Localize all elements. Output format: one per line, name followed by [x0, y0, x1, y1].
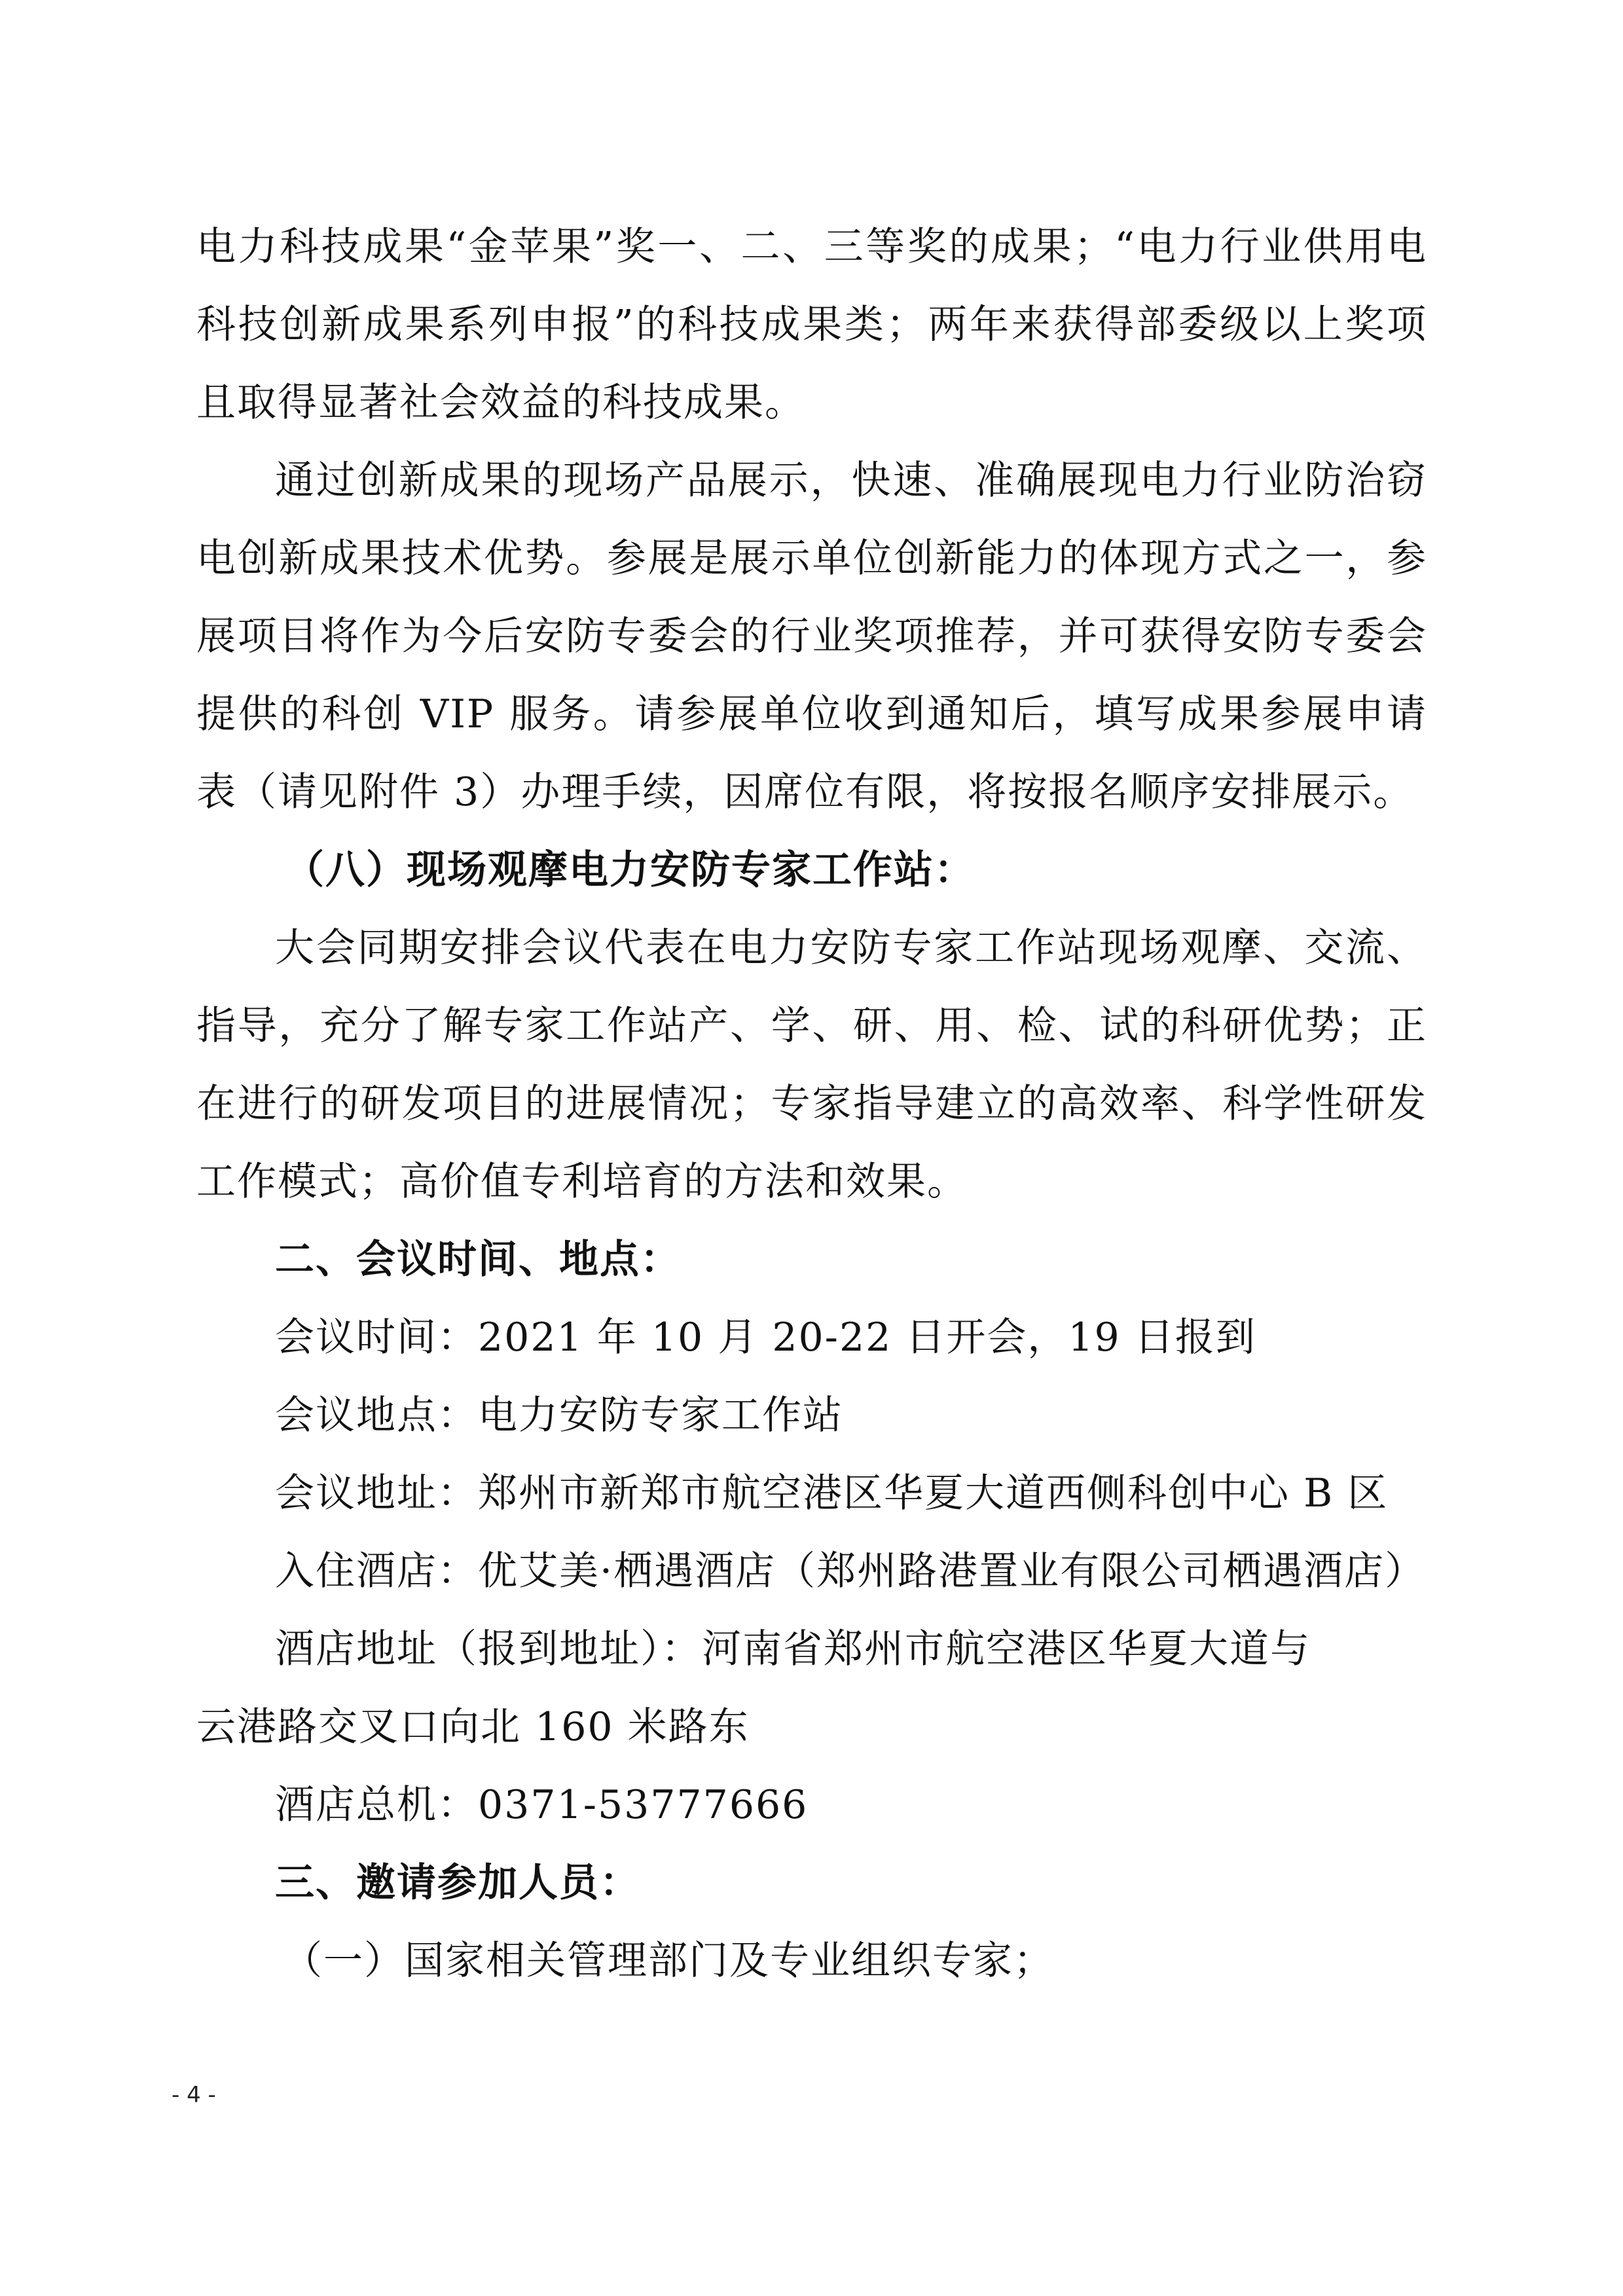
- meeting-time: 会议时间：2021 年 10 月 20-22 日开会，19 日报到: [275, 1315, 1256, 1360]
- paragraph-award-criteria: 电力科技成果“金苹果”奖一、二、三等奖的成果；“电力行业供用电科技创新成果系列申报”的科技成果类；两年来获得部委级以上奖项且取得显著社会效益的科技成果。: [196, 224, 1427, 426]
- hotel-name: 入住酒店：优艾美·栖遇酒店（郑州路港置业有限公司栖遇酒店）: [275, 1548, 1426, 1594]
- heading-expert-station-visit: （八）现场观摩电力安防专家工作站：: [285, 847, 975, 893]
- page-number: - 4 -: [172, 2082, 216, 2108]
- invited-item-1: （一）国家相关管理部门及专业组织专家；: [283, 1938, 1054, 1984]
- heading-meeting-time-place: 二、会议时间、地点：: [275, 1237, 681, 1283]
- document-body: [196, 208, 1427, 2000]
- paragraph-expert-station: 大会同期安排会议代表在电力安防专家工作站现场观摩、交流、指导，充分了解专家工作站产、学、研、用、检、试的科研优势；正在进行的研发项目的进展情况；专家指导建立的高效率、科学性研发工作模式；高价值专利培育的方法和效果。: [196, 925, 1427, 1205]
- hotel-address-line-2: 云港路交叉口向北 160 米路东: [196, 1704, 750, 1750]
- meeting-place: 会议地点：电力安防专家工作站: [275, 1393, 843, 1438]
- paragraph-exhibition: 通过创新成果的现场产品展示，快速、准确展现电力行业防治窃电创新成果技术优势。参展是展示单位创新能力的体现方式之一，参展项目将作为今后安防专委会的行业奖项推荐，并可获得安防专委会提供的科创 VIP 服务。请参展单位收到通知后，填写成果参展申请表（请见附件 3）办理手续，因席位有限，将按报名顺序安排展示。: [196, 458, 1427, 815]
- meeting-address: 会议地址：郑州市新郑市航空港区华夏大道西侧科创中心 B 区: [275, 1470, 1389, 1516]
- hotel-address-line-1: 酒店地址（报到地址）：河南省郑州市航空港区华夏大道与: [275, 1626, 1311, 1672]
- hotel-phone: 酒店总机：0371-53777666: [275, 1782, 809, 1828]
- heading-invited-participants: 三、邀请参加人员：: [275, 1860, 640, 1906]
